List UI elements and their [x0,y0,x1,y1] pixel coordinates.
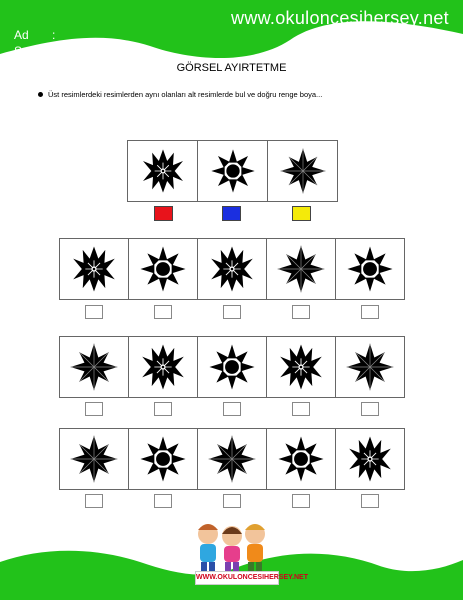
reference-cell [127,140,198,202]
practice-cell[interactable] [266,238,336,300]
answer-box[interactable] [154,494,172,508]
answer-box[interactable] [292,305,310,319]
compass-star-icon [344,341,396,393]
compass-star-icon [68,433,120,485]
site-tagline: Okul Öncesine Dair Herşey [317,30,439,41]
practice-cell[interactable] [128,336,198,398]
practice-cell[interactable] [197,428,267,490]
answer-box[interactable] [361,402,379,416]
starburst-icon [344,433,396,485]
sun-star-icon [208,146,258,196]
sun-star-icon [275,433,327,485]
compass-star-icon [206,433,258,485]
compass-star-icon [275,243,327,295]
answer-box[interactable] [223,402,241,416]
practice-cell[interactable] [59,336,129,398]
logo-text: WWW.OKULONCESIHERSEY.NET [195,571,279,585]
bullet-icon [38,92,43,97]
sun-star-icon [206,341,258,393]
swatch-red [154,206,173,221]
sun-star-icon [137,433,189,485]
starburst-icon [206,243,258,295]
practice-row-2 [60,336,405,398]
answer-box[interactable] [223,305,241,319]
practice-cell[interactable] [128,428,198,490]
practice-cell[interactable] [266,336,336,398]
reference-cell [197,140,268,202]
answer-box[interactable] [292,402,310,416]
answer-box[interactable] [361,494,379,508]
instruction-text: Üst resimlerdeki resimlerden aynı olanları alt resimlerde bul ve doğru renge boya... [48,90,323,99]
answer-box[interactable] [154,402,172,416]
page-title: GÖRSEL AYIRTETME [176,62,287,74]
swatch-blue [222,206,241,221]
practice-cell[interactable] [335,336,405,398]
answer-box[interactable] [85,402,103,416]
reference-row [128,140,338,202]
practice-cell[interactable] [197,336,267,398]
sun-star-icon [137,243,189,295]
answer-box[interactable] [154,305,172,319]
swatch-yellow [292,206,311,221]
answer-box[interactable] [292,494,310,508]
practice-row-3 [60,428,405,490]
starburst-icon [137,341,189,393]
name-label: Ad [14,28,29,42]
answer-box[interactable] [85,494,103,508]
practice-cell[interactable] [266,428,336,490]
answer-box[interactable] [361,305,379,319]
surname-label: Soyad: [14,44,52,58]
practice-cell[interactable] [197,238,267,300]
practice-cell[interactable] [128,238,198,300]
starburst-icon [138,146,188,196]
practice-cell[interactable] [335,428,405,490]
starburst-icon [275,341,327,393]
practice-cell[interactable] [59,428,129,490]
practice-row-1 [60,238,405,300]
practice-cell[interactable] [59,238,129,300]
practice-cell[interactable] [335,238,405,300]
starburst-icon [68,243,120,295]
answer-box[interactable] [223,494,241,508]
answer-box[interactable] [85,305,103,319]
compass-star-icon [278,146,328,196]
reference-cell [267,140,338,202]
compass-star-icon [68,341,120,393]
site-url: www.okuloncesihersey.net [231,8,449,28]
sun-star-icon [344,243,396,295]
name-colon: : [52,28,56,42]
instruction [38,90,322,99]
